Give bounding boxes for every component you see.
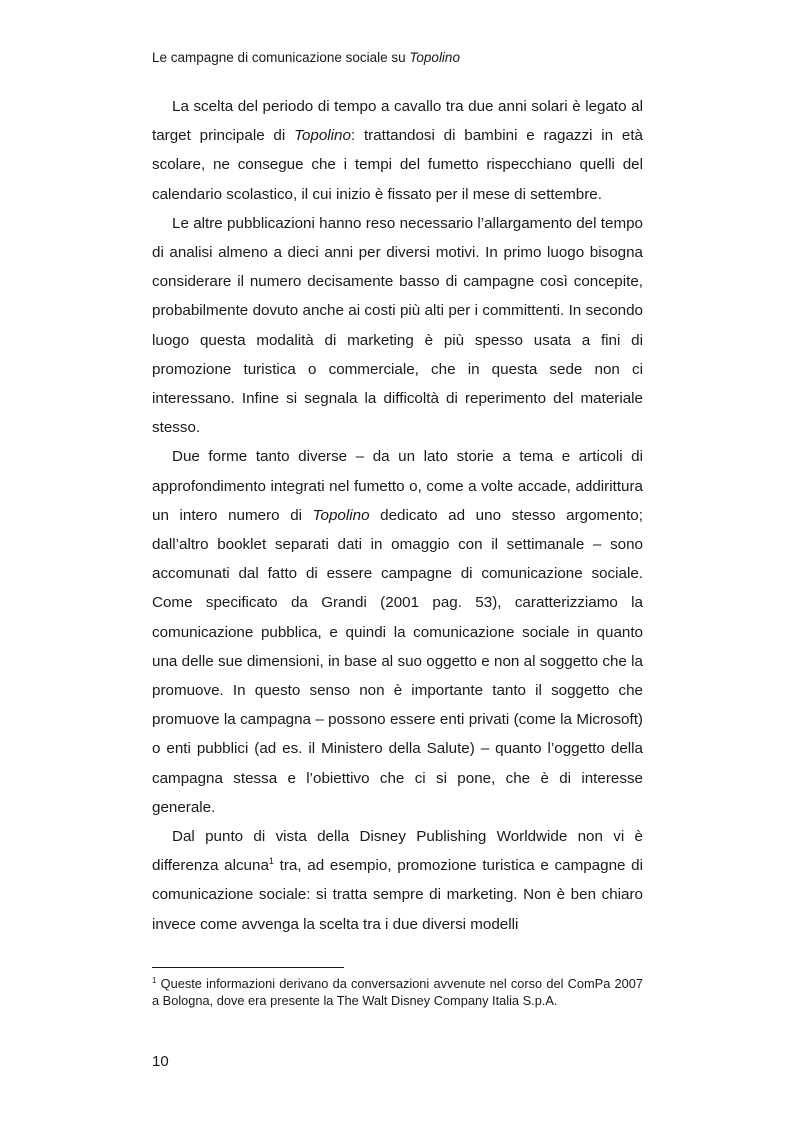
paragraph-1-text-c: : trattandosi di bambini e ragazzi in età scolare, ne consegue che i tempi del fumetto rispecchiano quelli del calendario scolastico, il cui inizio è fissato per il mese di settembre. xyxy=(152,127,643,203)
running-head-italic-title: Topolino xyxy=(409,50,460,65)
footnote-number: 1 xyxy=(152,976,157,985)
body-text xyxy=(152,92,643,939)
paragraph-3-italic-title: Topolino xyxy=(312,506,370,524)
paragraph-3-text-a: Due forme tanto diverse – da un lato storie a tema e articoli di approfondimento integrati nel fumetto o, come a volte accade, addirittura un intero numero di xyxy=(152,448,643,524)
paragraph-4-text-b: tra, ad esempio, promozione turistica e campagne di comunicazione sociale: si tratta sempre di marketing. Non è ben chiaro invece come avvenga la scelta tra i due diversi modelli xyxy=(152,857,643,933)
paragraph-1-italic-title: Topolino xyxy=(294,127,351,145)
footnote-text: Queste informazioni derivano da conversazioni avvenute nel corso del ComPa 2007 a Bologna, dove era presente la The Walt Disney Company Italia S.p.A. xyxy=(152,976,643,1008)
paragraph-2-text: Le altre pubblicazioni hanno reso necessario l’allargamento del tempo di analisi almeno a dieci anni per diversi motivi. In primo luogo bisogna considerare il numero decisamente basso di campagne così concepite, probabilmente dovuto anche ai costi più alti per i committenti. In secondo luogo questa modalità di marketing è più spesso usata a fini di promozione turistica o commerciale, che in questa sede non ci interessano. Infine si segnala la difficoltà di reperimento del materiale stesso. xyxy=(152,214,643,437)
running-head-text: Le campagne di comunicazione sociale su xyxy=(152,50,410,65)
document-page xyxy=(152,0,643,1123)
running-head xyxy=(152,49,460,67)
paragraph-1 xyxy=(152,92,643,209)
paragraph-4-text-a: Dal punto di vista della Disney Publishing Worldwide non vi è differenza alcuna xyxy=(152,828,643,875)
paragraph-4 xyxy=(152,822,643,939)
paragraph-1-text-a: La scelta del periodo di tempo a cavallo tra due anni solari è legato al target principale di xyxy=(152,98,643,145)
paragraph-3 xyxy=(152,442,643,822)
paragraph-2 xyxy=(152,209,643,443)
footnote-reference[interactable]: 1 xyxy=(268,856,274,867)
footnote-separator xyxy=(152,967,344,968)
paragraph-3-text-c: dedicato ad uno stesso argomento; dall’altro booklet separati dati in omaggio con il settimanale – sono accomunati dal fatto di essere campagne di comunicazione sociale. Come specificato da Grandi (2001 pag. 53), caratterizziamo la comunicazione pubblica, e quindi la comunicazione sociale in quanto una delle sue dimensioni, in base al suo oggetto e non al soggetto che la promuove. In questo senso non è importante tanto il soggetto che promuove la campagna – possono essere enti privati (come la Microsoft) o enti pubblici (ad es. il Ministero della Salute) – quanto l’oggetto della campagna stessa e l’obiettivo che ci si pone, che è di interesse generale. xyxy=(152,506,643,816)
page-number: 10 xyxy=(152,1053,169,1070)
footnote xyxy=(152,976,643,1009)
